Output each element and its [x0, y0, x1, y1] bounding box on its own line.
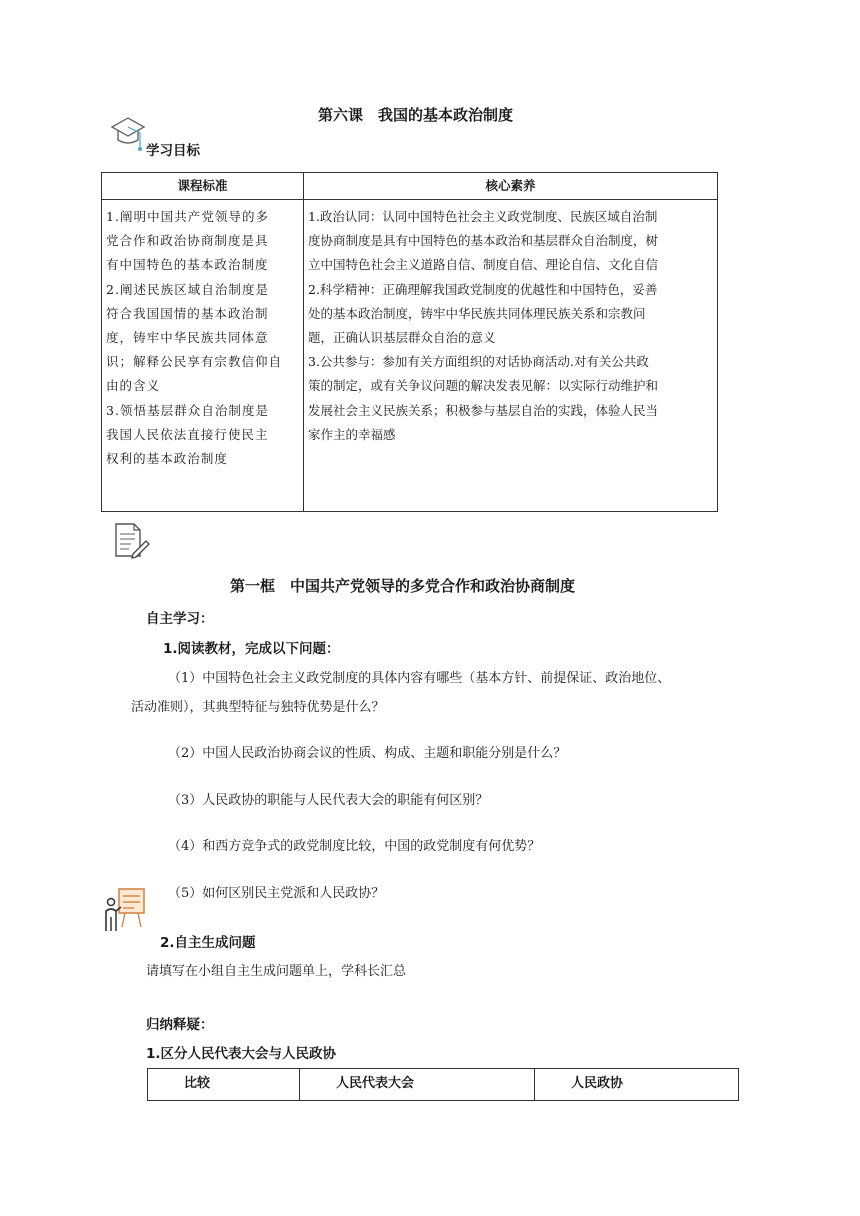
standards-line: 由的含义	[106, 378, 161, 394]
literacy-line: 处的基本政治制度，铸牢中华民族共同体理民族关系和宗教问	[308, 305, 646, 321]
comparison-table	[147, 1068, 739, 1101]
question-2: （2）中国人民政治协商会议的性质、构成、主题和职能分别是什么？	[168, 746, 567, 761]
literacy-line: 题，正确认识基层群众自治的意义	[308, 330, 496, 346]
standards-line: 我国人民依法直接行使民主	[106, 426, 269, 442]
teacher-board-icon	[103, 887, 147, 935]
standards-line: 权利的基本政治制度	[106, 451, 228, 467]
literacy-line: 立中国特色社会主义道路自信、制度自信、理论自信、文化自信	[308, 257, 659, 273]
header-core-literacy: 核心素养	[304, 173, 718, 200]
header-standards: 课程标准	[102, 173, 304, 200]
summary-label: 归纳释疑：	[146, 1017, 214, 1033]
standards-line: 3.领悟基层群众自治制度是	[106, 402, 270, 418]
section-title: 第一框 中国共产党领导的多党合作和政治协商制度	[230, 577, 576, 595]
standards-line: 识；解释公民享有宗教信仰自	[106, 354, 283, 370]
compare-header-npc: 人民代表大会	[300, 1069, 535, 1101]
literacy-line: 家作主的幸福感	[308, 426, 396, 442]
literacy-line: 2.科学精神：正确理解我国政党制度的优越性和中国特色，妥善	[308, 281, 658, 297]
standards-line: 1.阐明中国共产党领导的多	[106, 209, 270, 224]
document-pen-icon	[113, 522, 151, 560]
self-generate-heading: 2.自主生成问题	[160, 935, 256, 951]
question-5: （5）如何区别民主党派和人民政协？	[168, 886, 385, 901]
literacy-line: 1.政治认同：认同中国特色社会主义政党制度、民族区域自治制	[308, 209, 658, 224]
standards-line: 符合我国国情的基本政治制	[106, 305, 269, 321]
compare-heading: 1.区分人民代表大会与人民政协	[146, 1046, 337, 1062]
question-4: （4）和西方竞争式的政党制度比较，中国的政党制度有何优势？	[168, 839, 541, 854]
self-generate-text: 请填写在小组自主生成问题单上，学科长汇总	[146, 964, 407, 979]
standards-cell	[102, 200, 304, 512]
core-literacy-cell	[304, 200, 718, 512]
question-intro: 1.阅读教材，完成以下问题：	[163, 641, 340, 657]
lesson-title: 第六课 我国的基本政治制度	[318, 106, 514, 124]
compare-header-item: 比较	[148, 1069, 300, 1101]
question-3: （3）人民政协的职能与人民代表大会的职能有何区别？	[168, 793, 489, 808]
compare-header-cppcc: 人民政协	[535, 1069, 739, 1101]
literacy-line: 度协商制度是具有中国特色的基本政治和基层群众自治制度，树	[308, 233, 659, 249]
standards-line: 有中国特色的基本政治制度	[106, 257, 269, 273]
goals-heading: 学习目标	[146, 143, 200, 159]
standards-table	[101, 172, 718, 512]
graduation-cap-icon	[110, 113, 146, 157]
self-study-label: 自主学习：	[146, 611, 214, 627]
literacy-line: 3.公共参与：参加有关方面组织的对话协商活动.对有关公共政	[308, 354, 649, 370]
standards-line: 2.阐述民族区域自治制度是	[106, 281, 270, 297]
standards-line: 度，铸牢中华民族共同体意	[106, 330, 269, 346]
literacy-line: 发展社会主义民族关系；积极参与基层自治的实践，体验人民当	[308, 402, 659, 418]
literacy-line: 策的制定，或有关争议问题的解决发表见解：以实际行动维护和	[308, 378, 659, 394]
question-1-line-1: （1）中国特色社会主义政党制度的具体内容有哪些（基本方针、前提保证、政治地位、	[168, 671, 671, 686]
question-1-line-2: 活动准则），其典型特征与独特优势是什么？	[131, 700, 385, 715]
standards-line: 党合作和政治协商制度是具	[106, 233, 269, 249]
